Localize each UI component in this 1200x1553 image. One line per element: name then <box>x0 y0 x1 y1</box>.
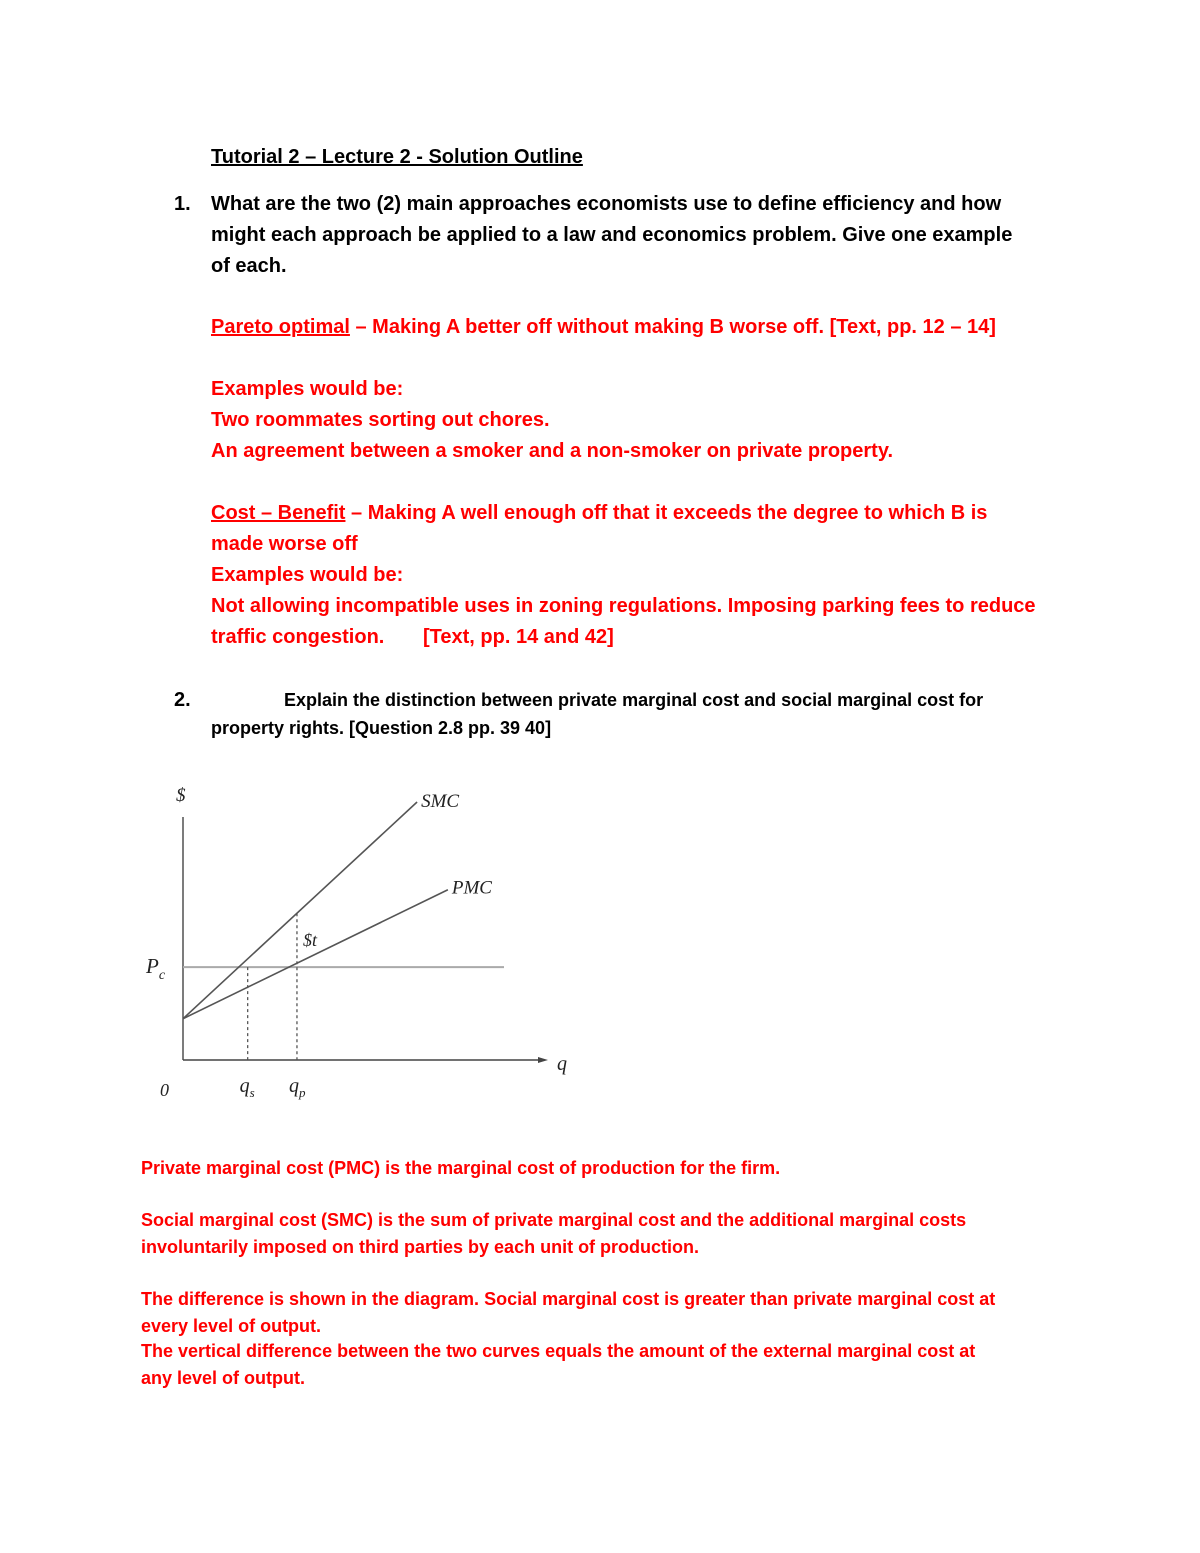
explanation-vertical-line-1: The vertical difference between the two curves equals the amount of the external marginal cost at <box>141 1341 976 1361</box>
explanation-pmc: Private marginal cost (PMC) is the marginal cost of production for the firm. <box>141 1158 781 1178</box>
pareto-definition <box>211 317 996 337</box>
marginal-cost-chart <box>130 770 600 1120</box>
cost-benefit-definition-line-2: made worse off <box>211 533 358 555</box>
cost-benefit-reference: [Text, pp. 14 and 42] <box>423 626 614 648</box>
question-1-number: 1. <box>174 193 191 215</box>
marker-label-main: q <box>288 1075 299 1097</box>
marker-label-qp <box>289 1075 306 1100</box>
cost-benefit-definition-text: – Making A well enough off that it exceeds the degree to which B is <box>345 502 988 524</box>
explanation-difference-line-2: every level of output. <box>141 1316 322 1336</box>
explanation-vertical-line-2: any level of output. <box>141 1368 306 1388</box>
explanation-smc-line-1: Social marginal cost (SMC) is the sum of private marginal cost and the additional marginal costs <box>141 1210 967 1230</box>
marker-label-main: q <box>239 1075 250 1097</box>
price-label-main: P <box>146 954 159 979</box>
pmc-label: PMC <box>451 877 492 899</box>
pareto-term: Pareto optimal <box>211 316 350 338</box>
pareto-definition-text: – Making A better off without making B worse off. [Text, pp. 12 – 14] <box>349 316 996 338</box>
question-1-line-1: What are the two (2) main approaches economists use to define efficiency and how <box>211 193 1002 215</box>
explanation-smc-line-2: involuntarily imposed on third parties by each unit of production. <box>141 1237 700 1257</box>
question-2-line-2: property rights. [Question 2.8 pp. 39 40] <box>211 718 552 738</box>
x-axis-arrow <box>538 1057 548 1063</box>
price-label-pc <box>145 954 166 983</box>
pareto-example-2: An agreement between a smoker and a non-smoker on private property. <box>211 440 894 462</box>
cost-benefit-term: Cost – Benefit <box>211 502 346 524</box>
smc-curve <box>183 802 417 1019</box>
pareto-example-1: Two roommates sorting out chores. <box>211 409 550 431</box>
question-2-line-1: Explain the distinction between private marginal cost and social marginal cost for <box>284 690 984 710</box>
question-2-number: 2. <box>174 689 191 711</box>
pmc-curve <box>183 890 448 1019</box>
question-1-line-2: might each approach be applied to a law and economics problem. Give one example <box>211 224 1013 246</box>
marker-label-sub: p <box>298 1085 306 1100</box>
question-1-line-3: of each. <box>211 255 287 277</box>
page-title: Tutorial 2 – Lecture 2 - Solution Outline <box>211 146 583 168</box>
marker-label-qs <box>240 1075 255 1100</box>
pareto-examples-heading: Examples would be: <box>211 378 404 400</box>
explanation-difference-line-1: The difference is shown in the diagram. Social marginal cost is greater than private marginal cost at <box>141 1289 996 1309</box>
y-axis-label: $ <box>176 785 186 806</box>
cost-benefit-definition <box>211 503 987 523</box>
cost-benefit-example-line-2: traffic congestion. <box>211 626 385 648</box>
cost-benefit-examples-heading: Examples would be: <box>211 564 404 586</box>
marker-label-sub: s <box>249 1085 255 1100</box>
x-axis-label: q <box>557 1053 567 1075</box>
cost-benefit-example-line-1: Not allowing incompatible uses in zoning regulations. Imposing parking fees to reduce <box>211 595 1036 617</box>
price-label-sub: c <box>158 968 166 984</box>
origin-label: 0 <box>160 1080 169 1100</box>
gap-label: $t <box>302 930 317 951</box>
smc-label: SMC <box>421 791 460 812</box>
